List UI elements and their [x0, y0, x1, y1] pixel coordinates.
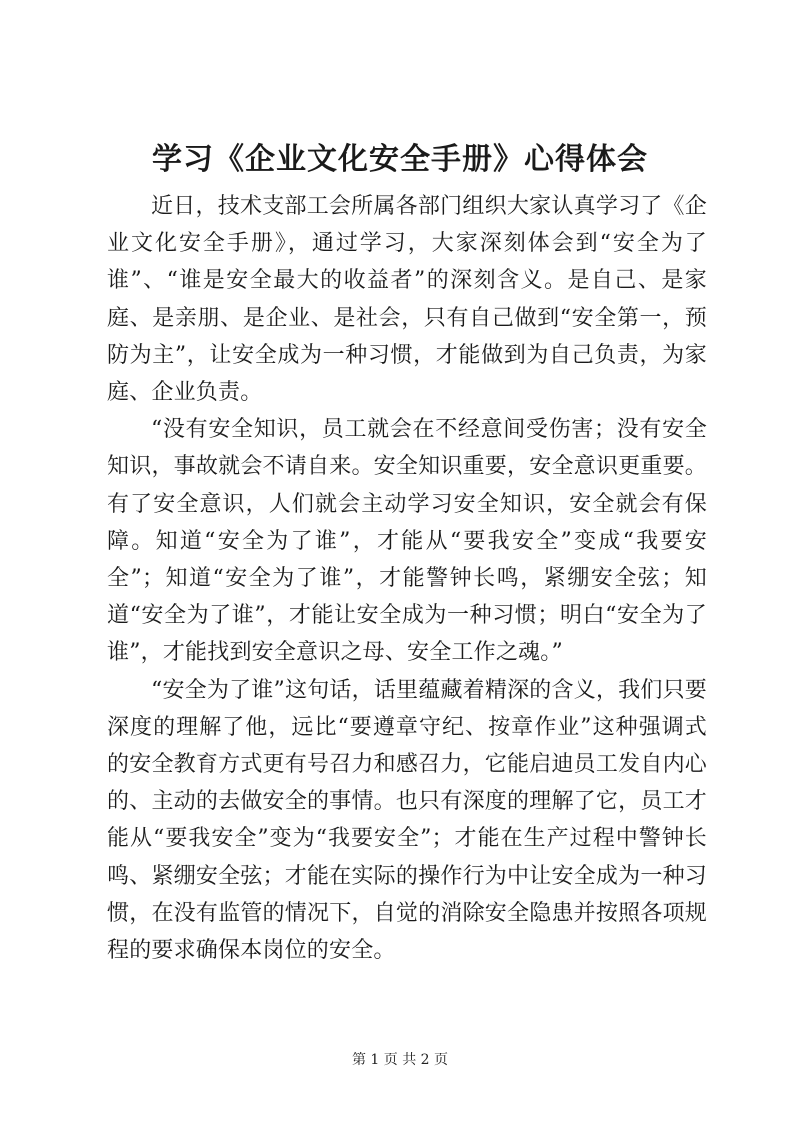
document-title: 学习《企业文化安全手册》心得体会	[152, 142, 648, 177]
paragraph-3: “安全为了谁”这句话，话里蕴藏着精深的含义，我们只要深度的理解了他，远比“要遵章守纪、按章作业”这种强调式的安全教育方式更有号召力和感召力，它能启迪员工发自内心的、主动的去做安全的事情。也只有深度的理解了它，员工才能从“要我安全”变为“我要安全”；才能在生产过程中警钟长鸣、紧绷安全弦；才能在实际的操作行为中让安全成为一种习惯，在没有监管的情况下，自觉的消除安全隐患并按照各项规程的要求确保本岗位的安全。	[107, 677, 707, 964]
paragraph-2: “没有安全知识，员工就会在不经意间受伤害；没有安全知识，事故就会不请自来。安全知识重要，安全意识更重要。有了安全意识，人们就会主动学习安全知识，安全就会有保障。知道“安全为了谁”，才能从“要我安全”变成“我要安全”；知道“安全为了谁”，才能警钟长鸣，紧绷安全弦；知道“安全为了谁”，才能让安全成为一种习惯；明白“安全为了谁”，才能找到安全意识之母、安全工作之魂。”	[107, 417, 707, 666]
page-footer: 第 1 页 共 2 页	[351, 1052, 449, 1068]
paragraph-1: 近日，技术支部工会所属各部门组织大家认真学习了《企业文化安全手册》，通过学习，大家深刻体会到“安全为了谁”、“谁是安全最大的收益者”的深刻含义。是自己、是家庭、是亲朋、是企业、是社会，只有自己做到“安全第一，预防为主”，让安全成为一种习惯，才能做到为自己负责，为家庭、企业负责。	[107, 194, 707, 406]
document-body	[107, 188, 707, 969]
